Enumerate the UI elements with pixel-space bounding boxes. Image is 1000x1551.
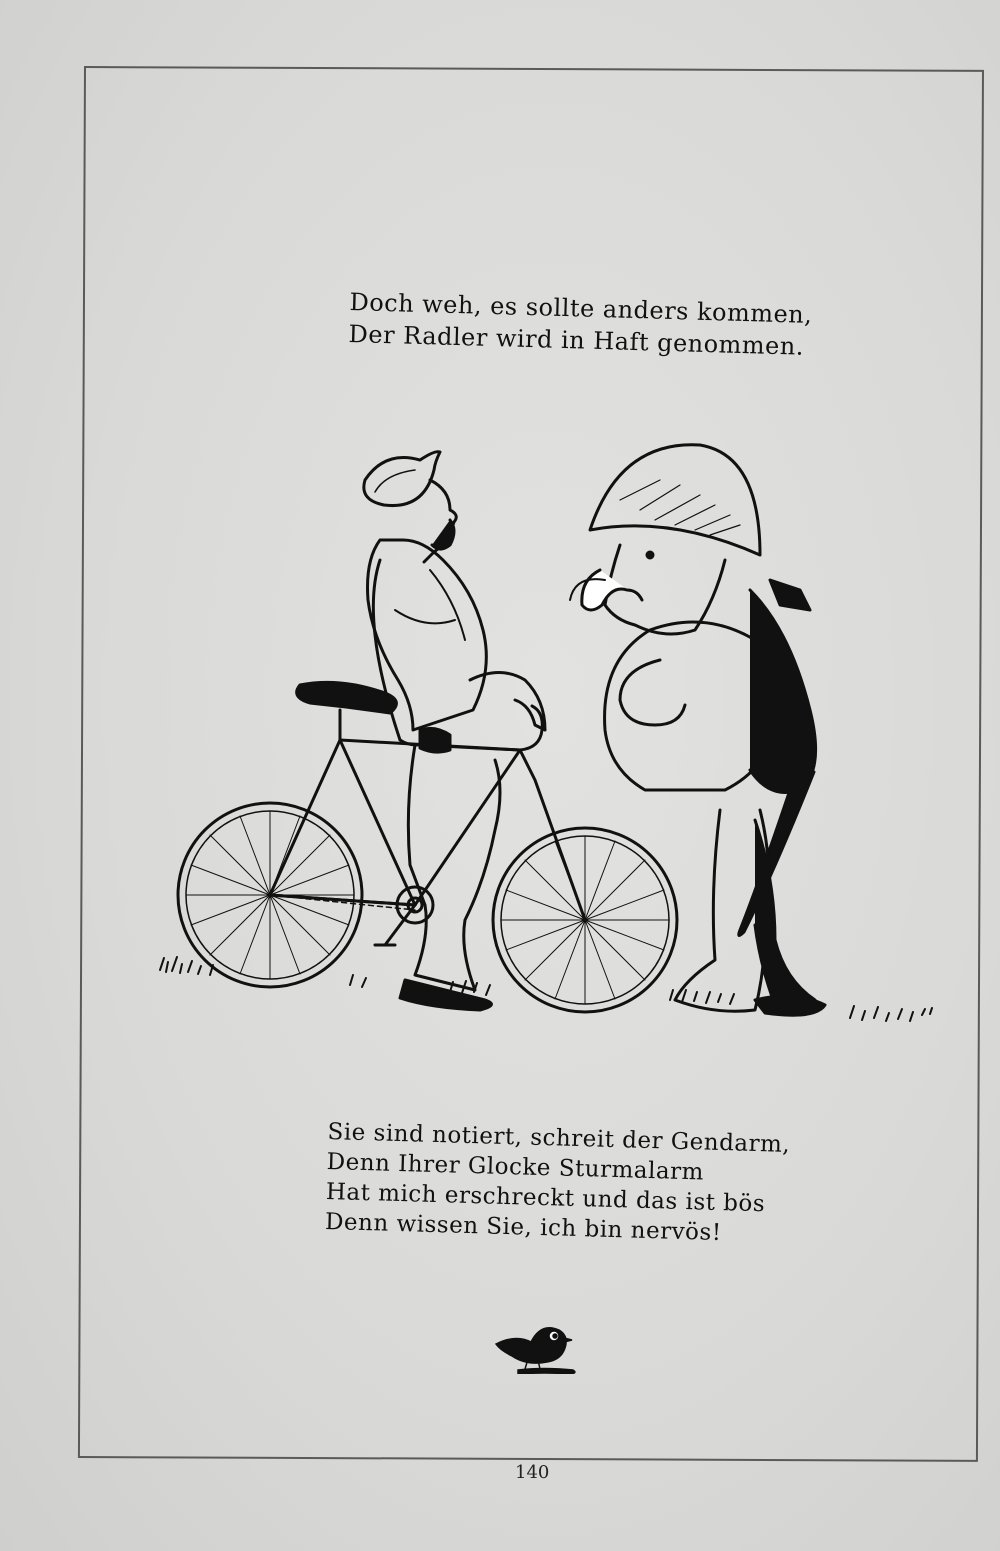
verse-line: Denn Ihrer Glocke Sturmalarm	[326, 1148, 705, 1186]
gendarm-figure	[570, 445, 825, 1015]
verse-top	[348, 286, 813, 363]
cyclist-and-gendarm-illustration	[150, 440, 950, 1050]
verse-line: Sie sind notiert, schreit der Gendarm,	[327, 1118, 791, 1158]
verse-line: Denn wissen Sie, ich bin nervös!	[324, 1208, 722, 1247]
page-number: 140	[515, 1462, 550, 1483]
verse-line: Doch weh, es sollte anders kommen,	[349, 287, 813, 329]
verse-bottom	[325, 1117, 791, 1250]
cyclist-figure	[364, 452, 545, 1010]
verse-line: Hat mich erschreckt und das ist bös	[325, 1178, 766, 1218]
verse-line: Der Radler wird in Haft genommen.	[348, 319, 805, 361]
bird-vignette-icon	[488, 1314, 583, 1374]
